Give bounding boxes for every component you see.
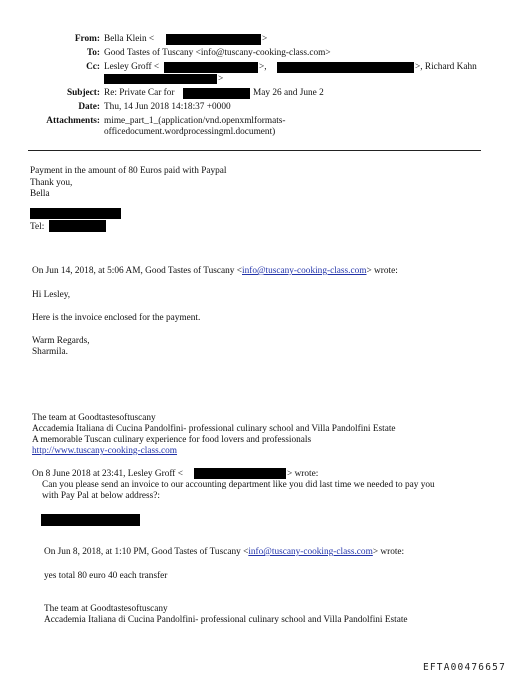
reply2-intro-pre: On 8 June 2018 at 23:41, Lesley Groff < <box>32 469 183 479</box>
reply1-line: Here is the invoice enclosed for the payment. <box>32 313 201 323</box>
redaction-block <box>49 220 106 232</box>
redaction-block <box>164 62 258 73</box>
cc-comma: >, <box>259 62 267 72</box>
redaction-block <box>41 514 140 526</box>
from-name: Bella Klein < <box>104 34 155 44</box>
attachments-label: Attachments: <box>46 116 100 126</box>
payment-line: Payment in the amount of 80 Euros paid with Paypal <box>30 166 227 176</box>
reply2-line-2: with Pay Pal at below address?: <box>42 491 160 501</box>
date-label: Date: <box>78 102 100 112</box>
date-value: Thu, 14 Jun 2018 14:18:37 +0000 <box>104 102 231 112</box>
tel-label: Tel: <box>30 222 45 232</box>
subject-label: Subject: <box>66 88 100 98</box>
from-label: From: <box>74 34 100 44</box>
signature-tagline: A memorable Tuscan culinary experience for food lovers and professionals <box>32 435 312 445</box>
reply1-greeting: Hi Lesley, <box>32 290 71 300</box>
reply3-intro: On Jun 8, 2018, at 1:10 PM, Good Tastes of Tuscany <info@tuscany-cooking-class.com> wrote: <box>44 547 405 557</box>
redaction-block <box>194 468 286 479</box>
cc-label: Cc: <box>86 62 100 72</box>
sign-name: Bella <box>30 189 50 199</box>
reply2-intro-post: > wrote: <box>287 469 319 479</box>
to-value: Good Tastes of Tuscany <info@tuscany-cooking-class.com> <box>104 48 331 58</box>
subject-post: May 26 and June 2 <box>253 88 324 98</box>
attachment-line-1[interactable]: mime_part_1_(application/vnd.openxmlformats- <box>104 116 286 126</box>
reply2-line-1: Can you please send an invoice to our accounting department like you did last time we needed to pay you <box>42 480 435 490</box>
cc-richard: >, Richard Kahn <box>415 62 477 72</box>
cc-end: > <box>218 74 224 84</box>
redaction-block <box>30 208 121 219</box>
thanks-line: Thank you, <box>30 178 73 188</box>
email-link[interactable]: info@tuscany-cooking-class.com <box>242 266 367 276</box>
document-id: EFTA00476657 <box>422 662 506 673</box>
reply3-school: Accademia Italiana di Cucina Pandolfini- professional culinary school and Villa Pandolfini Estate <box>44 615 408 625</box>
reply1-name: Sharmila. <box>32 347 68 357</box>
redaction-block <box>166 34 261 45</box>
subject-pre: Re: Private Car for <box>104 88 175 98</box>
redaction-block <box>183 88 250 99</box>
signature-team: The team at Goodtastesoftuscany <box>32 413 156 423</box>
reply3-line: yes total 80 euro 40 each transfer <box>44 571 168 581</box>
to-label: To: <box>86 48 100 58</box>
attachment-line-2[interactable]: officedocument.wordprocessingml.document) <box>104 127 276 137</box>
email-link[interactable]: info@tuscany-cooking-class.com <box>248 547 373 557</box>
reply1-regards: Warm Regards, <box>32 336 90 346</box>
cc-first: Lesley Groff < <box>104 62 160 72</box>
reply1-intro: On Jun 14, 2018, at 5:06 AM, Good Tastes of Tuscany <info@tuscany-cooking-class.com> wrote: <box>32 266 398 276</box>
website-link[interactable]: http://www.tuscany-cooking-class.com <box>32 446 178 456</box>
signature-school: Accademia Italiana di Cucina Pandolfini- professional culinary school and Villa Pandolfini Estate <box>32 424 396 434</box>
reply3-team: The team at Goodtastesoftuscany <box>44 604 168 614</box>
header-divider <box>28 150 481 151</box>
redaction-block <box>277 62 414 73</box>
from-end: > <box>262 34 268 44</box>
redaction-block <box>104 74 217 84</box>
